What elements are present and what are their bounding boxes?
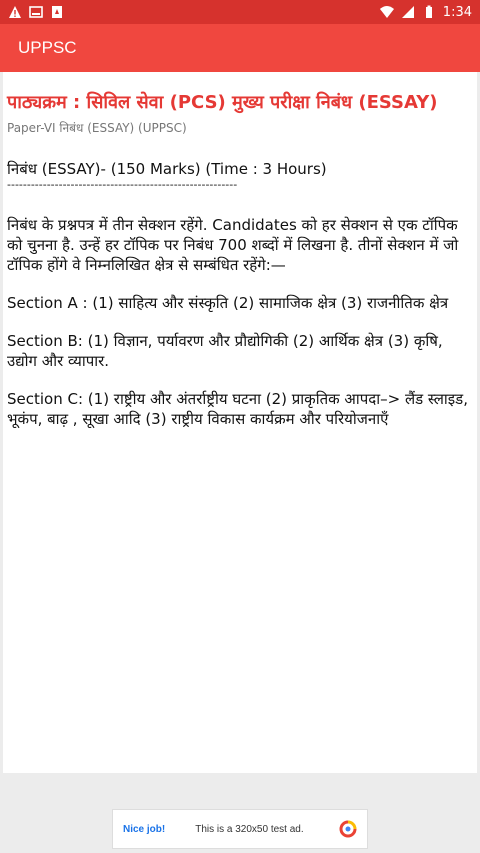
wifi-icon bbox=[380, 5, 394, 19]
content-card bbox=[3, 72, 477, 773]
section-c-paragraph: Section C: (1) राष्ट्रीय और अंतर्राष्ट्रीय घटना (2) प्राकृतिक आपदा–> लैंड स्लाइड, भूकंप, बाढ़ , सूखा आदि (3) राष्ट्रीय विकास कार्यक्रम और परियोजनाएँ bbox=[7, 390, 468, 428]
status-right bbox=[380, 5, 472, 20]
status-bar bbox=[0, 0, 480, 24]
ad-text: This is a 320x50 test ad. bbox=[195, 823, 304, 835]
app-title: UPPSC bbox=[18, 38, 77, 57]
intro-paragraph: निबंध के प्रश्नपत्र में तीन सेक्शन रहेंगे. Candidates को हर सेक्शन से एक टॉपिक को चुनना है. उन्हें हर टॉपिक पर निबंध 700 शब्दों में लिखना है. तीनों सेक्शन में जो टॉपिक होंगे वे निम्नलिखित क्षेत्र से सम्बंधित रहेंगे:— bbox=[7, 216, 459, 274]
status-time: 1:34 bbox=[442, 4, 472, 20]
battery-icon bbox=[422, 5, 436, 19]
screen-icon bbox=[29, 5, 43, 19]
ad-choices-icon[interactable] bbox=[339, 820, 357, 838]
app-bar bbox=[0, 24, 480, 72]
marks-line: निबंध (ESSAY)- (150 Marks) (Time : 3 Hours) bbox=[7, 160, 327, 178]
status-left bbox=[8, 5, 64, 19]
ad-label: Nice job! bbox=[123, 823, 166, 835]
signal-icon bbox=[401, 5, 415, 19]
dash-divider: ---------------------------------------------------------- bbox=[7, 178, 238, 191]
page-subtitle: Paper-VI निबंध (ESSAY) (UPPSC) bbox=[7, 121, 187, 135]
section-a-paragraph: Section A : (1) साहित्य और संस्कृति (2) सामाजिक क्षेत्र (3) राजनीतिक क्षेत्र bbox=[7, 294, 449, 312]
ad-area bbox=[0, 773, 480, 853]
notification-icon bbox=[50, 5, 64, 19]
page-title: पाठ्यक्रम : सिविल सेवा (PCS) मुख्य परीक्षा निबंध (ESSAY) bbox=[7, 92, 438, 113]
section-b-paragraph: Section B: (1) विज्ञान, पर्यावरण और प्रौद्योगिकी (2) आर्थिक क्षेत्र (3) कृषि, उद्योग और व्यापार. bbox=[7, 332, 443, 370]
ad-banner[interactable] bbox=[112, 809, 368, 849]
warning-icon bbox=[8, 5, 22, 19]
